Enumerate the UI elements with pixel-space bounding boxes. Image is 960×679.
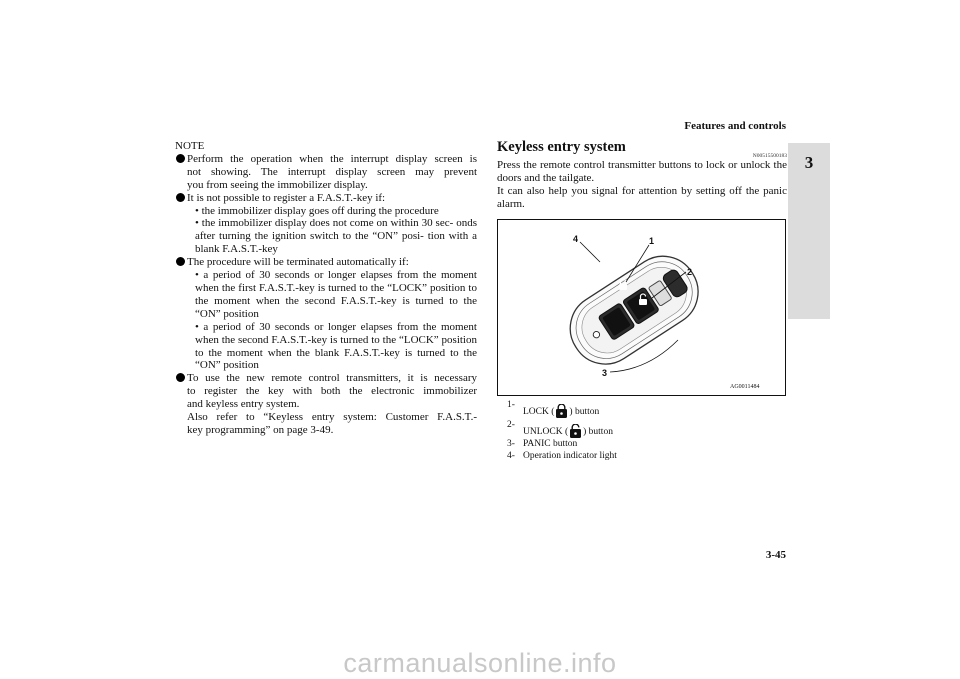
note-line: you from seeing the immobilizer display. (187, 178, 368, 191)
intro-paragraph: It can also help you signal for attention by setting off the panic alarm. (497, 184, 787, 210)
note-item-2 (175, 192, 477, 257)
running-header: Features and controls (684, 120, 786, 132)
caption-indicator (507, 450, 777, 462)
note-item-3 (175, 256, 477, 372)
note-subitem: • a period of 30 seconds or longer elapses from the moment when the second F.A.S.T.-key is turned to the “LOCK” position to the moment when the blank F.A.S.T.-key is turned to the “ON” position (195, 320, 477, 372)
callout-4: 4 (573, 234, 579, 244)
note-line: key programming” on page 3-49. (187, 423, 334, 436)
note-line: to register the key with both the electronic immobilizer (187, 385, 477, 398)
note-label: NOTE (175, 140, 205, 152)
note-subitem: • the immobilizer display goes off during the procedure (195, 204, 439, 217)
note-line: Also refer to “Keyless entry system: Customer F.A.S.T.- (187, 411, 477, 424)
caption-text: UNLOCK ( (523, 427, 569, 437)
note-line: and keyless entry system. (187, 398, 300, 411)
figure-code: AG0011484 (730, 384, 760, 390)
chapter-number: 3 (804, 153, 814, 172)
callout-1: 1 (649, 236, 655, 246)
section-intro (497, 159, 787, 211)
lock-closed-icon (555, 404, 568, 418)
note-line: Perform the operation when the interrupt display screen is (187, 152, 477, 165)
svg-text:((: (( (678, 346, 682, 352)
intro-paragraph: Press the remote control transmitter buttons to lock or unlock the doors and the tailgate. (497, 159, 787, 184)
bullet-icon (176, 373, 185, 382)
note-line: To use the new remote control transmitters, it is necessary (187, 372, 477, 385)
caption-text: ) button (583, 427, 613, 437)
bullet-icon (176, 257, 185, 266)
caption-number: 4- (507, 451, 515, 461)
watermark: carmanualsonline.info (343, 648, 617, 678)
remote-transmitter-illustration (498, 220, 785, 395)
page-number: 3-45 (765, 549, 786, 561)
callout-3: 3 (602, 368, 608, 378)
note-lead: The procedure will be terminated automatically if: (187, 256, 409, 269)
section-title: Keyless entry system (497, 139, 626, 155)
caption-text: ) button (569, 407, 600, 417)
note-item-1 (175, 153, 477, 192)
callout-2: 2 (687, 267, 693, 277)
caption-lock (507, 400, 777, 418)
caption-panic (507, 438, 777, 450)
section-code: N00515500183 (752, 153, 787, 159)
bullet-icon (176, 193, 185, 202)
caption-number: 1- (507, 400, 515, 410)
note-subitem: • a period of 30 seconds or longer elapses from the moment when the first F.A.S.T.-key is turned to the “LOCK” position to the moment when the second F.A.S.T.-key is turned to the “ON” position (195, 269, 477, 320)
note-item-4 (175, 372, 477, 437)
remote-figure (497, 219, 786, 396)
caption-unlock (507, 420, 777, 438)
lock-open-icon (569, 424, 582, 438)
bullet-icon (176, 154, 185, 163)
note-line: not showing. The interrupt display screen may prevent (187, 165, 477, 178)
caption-text: Operation indicator light (523, 451, 617, 461)
caption-text: LOCK ( (523, 407, 555, 417)
note-block (175, 140, 477, 437)
caption-number: 3- (507, 439, 515, 449)
caption-text: PANIC button (523, 439, 578, 449)
note-subitem: • the immobilizer display does not come on within 30 sec- onds after turning the ignition switch to the “ON” posi- tion with a blank F.A.S.T.-key (195, 217, 477, 256)
note-lead: It is not possible to register a F.A.S.T.-key if: (187, 191, 386, 204)
caption-number: 2- (507, 420, 515, 430)
keyless-section (497, 140, 787, 211)
figure-captions (507, 400, 777, 462)
